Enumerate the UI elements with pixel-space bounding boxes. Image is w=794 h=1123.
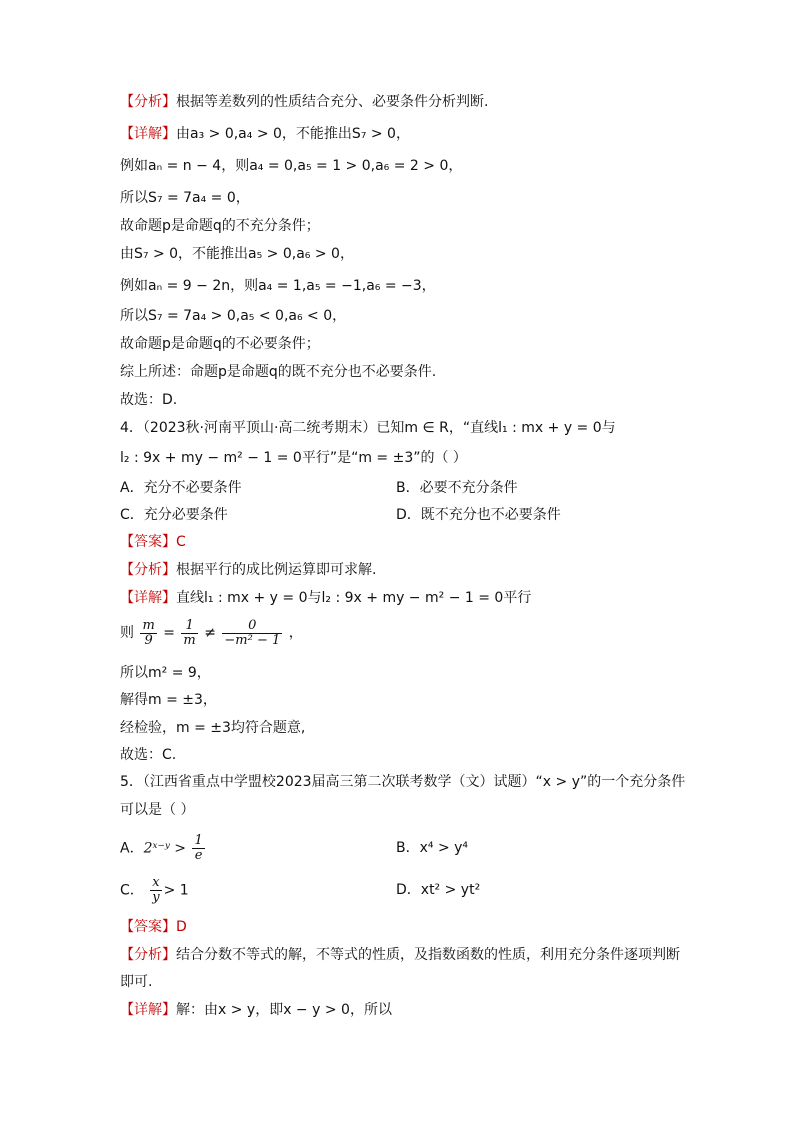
text-line: 即可. [120,974,153,990]
analysis-tag: 【分析】 [120,94,176,110]
fraction-1-over-m: $\frac{1}{m}$ [183,617,196,648]
q5-option-b: B．x⁴ > y⁴ [396,840,469,856]
text-line: 故命题p是命题q的不充分条件； [120,218,320,234]
text-line: 故命题p是命题q的不必要条件； [120,336,320,352]
answer-tag: 【答案】 [120,919,176,935]
text-line: 所以S₇ = 7a₄ > 0,a₅ < 0,a₆ < 0， [120,308,347,324]
text-line: 所以S₇ = 7a₄ = 0， [120,190,250,206]
detail-tag: 【详解】 [120,590,176,606]
answer-value: C [176,534,186,550]
q4-option-c: C．充分必要条件 [120,507,228,523]
q4-answer-line [120,532,186,552]
q4-option-d: D．既不充分也不必要条件 [396,507,561,523]
analysis-tag: 【分析】 [120,947,176,963]
q5-answer-line [120,917,187,937]
q4-stem-line-1: 4．（2023秋·河南平顶山·高二统考期末）已知m ∈ R，“直线l₁ : mx + y = 0与 [120,420,616,436]
fraction-1-over-e: $\frac{1}{e}$ [194,833,203,863]
q4-detail-line [120,588,531,608]
fraction-m-over-9: $\frac{m}{9}$ [142,617,155,648]
q5-analysis-line [120,945,680,965]
analysis-text: 根据平行的成比例运算即可求解. [176,562,377,578]
q5-option-c: C． $\frac{x}{y}$ > 1 [120,875,189,905]
detail-text: 由a₃ > 0,a₄ > 0，不能推出S₇ > 0， [176,126,410,142]
equals-sign: = [163,625,175,641]
q4-ratio-line [120,618,303,648]
analysis-text: 根据等差数列的性质结合充分、必要条件分析判断. [176,94,489,110]
ratio-prefix: 则 [120,625,134,641]
answer-tag: 【答案】 [120,534,176,550]
text-line: 所以m² = 9， [120,665,211,681]
fraction-x-over-y: $\frac{x}{y}$ [152,875,160,905]
detail-text: 解：由x > y，即x − y > 0，所以 [176,1002,392,1018]
detail-text: 直线l₁ : mx + y = 0与l₂ : 9x + my − m² − 1 = 0平行 [176,590,532,606]
text-line: 故选：D. [120,392,178,408]
q4-option-b: B．必要不充分条件 [396,480,518,496]
ratio-suffix: ， [288,625,303,641]
detail-tag: 【详解】 [120,126,176,142]
analysis-line [120,92,488,112]
q4-analysis-line [120,560,376,580]
text-line: 由S₇ > 0，不能推出a₅ > 0,a₆ > 0， [120,246,354,262]
q5-stem-line-1: 5．（江西省重点中学盟校2023届高三第二次联考数学（文）试题）“x > y”的一个充分条件 [120,774,686,790]
q4-option-a: A．充分不必要条件 [120,480,242,496]
q5-stem-line-2: 可以是（ ） [120,802,195,818]
q4-stem-line-2: l₂ : 9x + my − m² − 1 = 0平行”是“m = ±3”的（ ） [120,450,467,466]
text-line: 经检验，m = ±3均符合题意, [120,720,306,736]
q5-option-d: D．xt² > yt² [396,882,481,898]
q5-option-a: A．2ˣ⁻ʸ > $\frac{1}{e}$ [120,833,203,863]
text-line: 解得m = ±3， [120,692,217,708]
q5-detail-line [120,1000,392,1020]
text-line: 例如aₙ = 9 − 2n，则a₄ = 1,a₅ = −1,a₆ = −3， [120,278,436,294]
answer-value: D [176,919,187,935]
detail-line [120,124,410,144]
text-line: 故选：C. [120,747,177,763]
fraction-0-over-expr: $\frac{0}{\text{−m² − 1}}$ [224,617,281,648]
text-line: 例如aₙ = n − 4，则a₄ = 0,a₅ = 1 > 0,a₆ = 2 > 0， [120,158,463,174]
not-equal-sign: ≠ [204,625,216,641]
detail-tag: 【详解】 [120,1002,176,1018]
analysis-text: 结合分数不等式的解，不等式的性质，及指数函数的性质，利用充分条件逐项判断 [176,947,680,963]
text-line: 综上所述：命题p是命题q的既不充分也不必要条件. [120,364,437,380]
analysis-tag: 【分析】 [120,562,176,578]
